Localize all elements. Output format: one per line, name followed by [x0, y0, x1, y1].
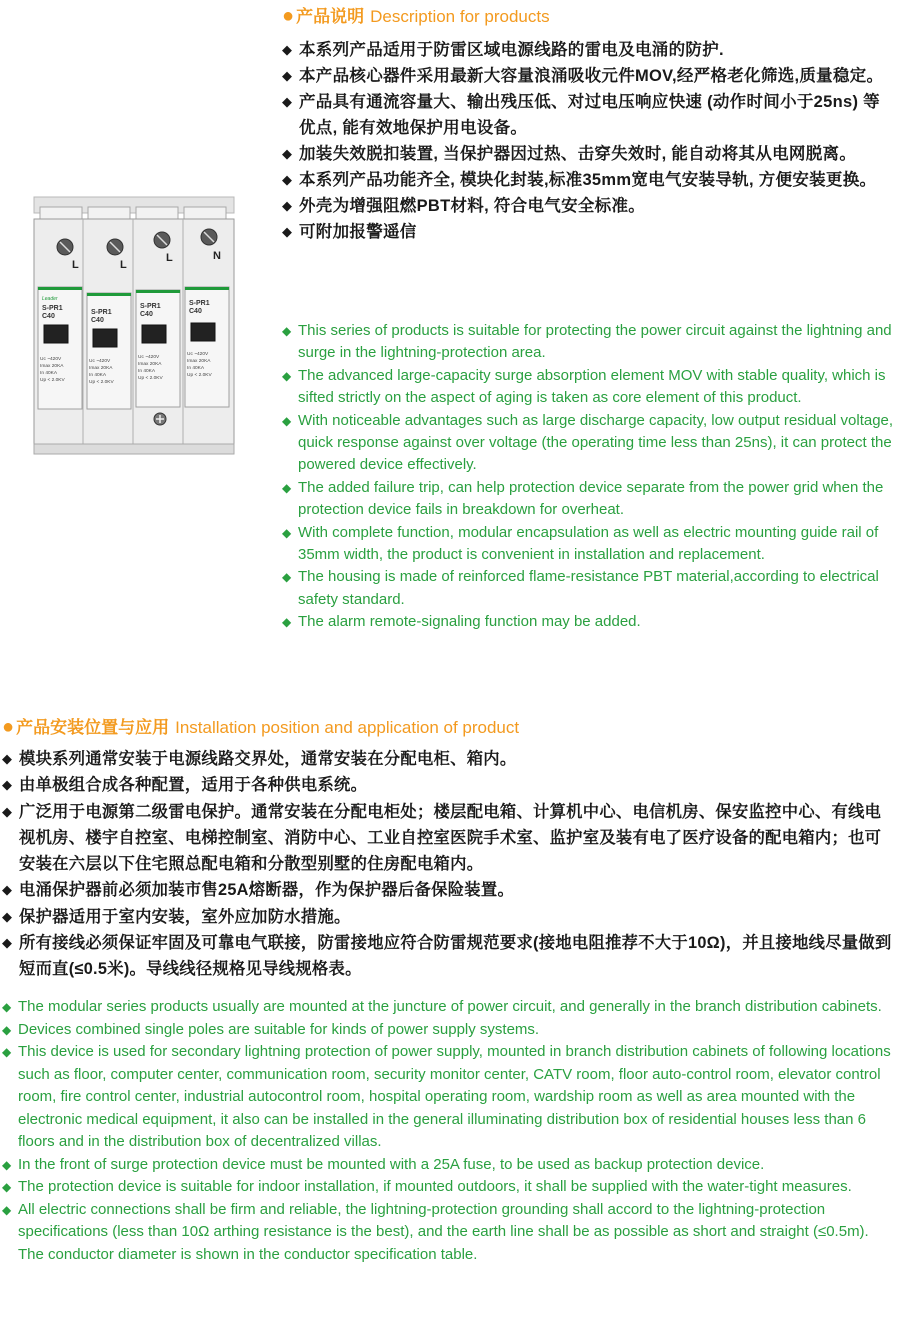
diamond-bullet-icon: ◆: [2, 1045, 12, 1059]
list-item-text: This series of products is suitable for protecting the power circuit against the lightning and surge in the lightning-protection area.: [298, 322, 892, 362]
diamond-bullet-icon: ◆: [282, 324, 292, 338]
list-item: [282, 219, 894, 245]
list-item: [282, 193, 894, 219]
spec-line: Imax 20KA: [40, 364, 64, 369]
rating-label: C40: [42, 313, 55, 320]
list-item: [2, 1154, 897, 1177]
list-item-text: 外壳为增强阻燃PBT材料, 符合电气安全标准。: [299, 197, 646, 215]
spec-line: Up < 2.0KV: [138, 376, 163, 381]
list-item: [282, 63, 894, 89]
list-item-text: The advanced large-capacity surge absorption element MOV with stable quality, which is sifted strictly on the aspect of aging is taken as core element of this product.: [298, 366, 886, 407]
description-en-list: [282, 320, 894, 634]
section-title-description: ● 产品说明 Description for products: [282, 5, 550, 27]
list-item-text: 模块系列通常安装于电源线路交界处，通常安装在分配电柜、箱内。: [19, 750, 517, 768]
terminal-label: L: [166, 252, 173, 264]
terminal-label: N: [213, 250, 221, 262]
list-item-text: The modular series products usually are mounted at the juncture of power circuit, and generally in the branch distribution cabinets.: [18, 998, 882, 1015]
list-item-text: Devices combined single poles are suitable for kinds of power supply systems.: [18, 1020, 540, 1038]
diamond-bullet-icon: ◆: [282, 94, 293, 109]
spec-line: Uc ~420V: [138, 355, 160, 360]
list-item-text: 加装失效脱扣装置, 当保护器因过热、击穿失效时, 能自动将其从电网脱离。: [299, 145, 857, 163]
list-item: [282, 141, 894, 167]
diamond-bullet-icon: ◆: [282, 68, 293, 83]
list-item: [282, 566, 894, 611]
list-item-text: 本产品核心器件采用最新大容量浪涌吸收元件MOV,经严格老化筛选,质量稳定。: [299, 67, 884, 85]
diamond-bullet-icon: ◆: [2, 1202, 12, 1217]
spec-line: In 40KA: [40, 371, 58, 376]
diamond-bullet-icon: ◆: [282, 615, 292, 630]
diamond-bullet-icon: ◆: [282, 198, 293, 213]
list-item-text: This device is used for secondary lightning protection of power supply, mounted in branch distribution cabinets of following locations such as floor, computer center, communication room, security monitor center, CATV room, floor auto-control room, elevator control room, fire control center, industrial autocontrol room, hospital operating room, wardship room as well as area mounted with the electronic medical equipment, it also can be installed in the general illuminating distribution box of residential houses less than 6 floors and in the distribution box of decentralized villas.: [18, 1043, 891, 1150]
list-item: [2, 772, 897, 798]
list-item: [2, 877, 897, 903]
list-item-text: 可附加报警遥信: [299, 223, 417, 241]
product-image: [20, 195, 250, 460]
diamond-bullet-icon: ◆: [2, 882, 13, 898]
list-item: [2, 996, 897, 1019]
diamond-bullet-icon: ◆: [282, 480, 292, 495]
list-item: [2, 1019, 897, 1042]
list-item-text: The protection device is suitable for indoor installation, if mounted outdoors, it shall be supplied with the water-tight measures.: [18, 1178, 852, 1195]
diamond-bullet-icon: ◆: [282, 525, 292, 540]
diamond-bullet-icon: ◆: [2, 935, 13, 951]
list-item: [2, 930, 897, 983]
diamond-bullet-icon: ◆: [282, 146, 293, 161]
model-label: S-PR1: [42, 305, 63, 312]
installation-en-list: [2, 996, 897, 1266]
diamond-bullet-icon: ◆: [2, 1022, 12, 1037]
spec-line: In 40KA: [89, 373, 107, 378]
list-item-text: In the front of surge protection device must be mounted with a 25A fuse, to be used as backup protection device.: [18, 1155, 765, 1173]
diamond-bullet-icon: ◆: [2, 777, 13, 793]
diamond-bullet-icon: ◆: [2, 803, 13, 819]
diamond-bullet-icon: ◆: [282, 368, 292, 383]
list-item: [282, 410, 894, 477]
rating-label: C40: [140, 311, 153, 318]
spec-line: Uc ~420V: [187, 352, 209, 357]
spec-line: Uc ~420V: [40, 357, 62, 362]
spec-line: Up < 2.0KV: [187, 373, 212, 378]
list-item-text: All electric connections shall be firm and reliable, the lightning-protection grounding shall accord to the lightning-protection specifications (less than 10Ω arthing resistance is the best), and the earth line shall be as possible as short and straight (≤0.5m). The conductor diameter is shown in the conductor specification table.: [18, 1200, 869, 1263]
diamond-bullet-icon: ◆: [2, 908, 13, 924]
diamond-bullet-icon: ◆: [282, 172, 293, 187]
list-item: [282, 167, 894, 193]
spec-line: Imax 20KA: [187, 359, 211, 364]
bullet-dot-icon: ●: [2, 716, 15, 738]
list-item-text: 所有接线必须保证牢固及可靠电气联接，防雷接地应符合防雷规范要求(接地电阻推荐不大于10Ω)，并且接地线尽量做到短而直(≤0.5米)。导线线径规格见导线规格表。: [19, 934, 892, 979]
list-item: [282, 89, 894, 141]
list-item: [2, 746, 897, 772]
list-item-text: 产品具有通流容量大、输出残压低、对过电压响应快速 (动作时间小于25ns) 等优点, 能有效地保护用电设备。: [299, 93, 880, 137]
list-item: [2, 799, 897, 878]
diamond-bullet-icon: ◆: [282, 413, 292, 428]
list-item: [2, 1199, 897, 1267]
bullet-dot-icon: ●: [282, 5, 295, 27]
terminal-label: L: [72, 259, 79, 271]
list-item: [282, 477, 894, 522]
list-item-text: With complete function, modular encapsulation as well as electric mounting guide rail of 35mm width, the product is convenient in installation and replacement.: [298, 523, 879, 564]
list-item-text: The alarm remote-signaling function may be added.: [298, 613, 641, 631]
rating-label: C40: [91, 317, 104, 324]
spec-line: Imax 20KA: [138, 362, 162, 367]
list-item: [2, 1176, 897, 1199]
section-title-installation: ● 产品安装位置与应用 Installation position and application of product: [2, 716, 520, 738]
list-item-text: The added failure trip, can help protection device separate from the power grid when the protection device fails in breakdown for overheat.: [298, 478, 884, 519]
spec-line: In 40KA: [138, 369, 156, 374]
list-item: [282, 37, 894, 63]
spec-line: Up < 2.0KV: [89, 380, 114, 385]
list-item-text: The housing is made of reinforced flame-resistance PBT material,according to electrical safety standard.: [298, 568, 879, 608]
list-item: [2, 1041, 897, 1154]
diamond-bullet-icon: ◆: [2, 1000, 12, 1014]
diamond-bullet-icon: ◆: [2, 1157, 12, 1172]
list-item: [282, 320, 894, 365]
spec-line: Up < 2.0KV: [40, 378, 65, 383]
diamond-bullet-icon: ◆: [282, 224, 293, 239]
list-item-text: 电涌保护器前必须加装市售25A熔断器，作为保护器后备保险装置。: [19, 881, 515, 900]
list-item-text: 由单极组合成各种配置，适用于各种供电系统。: [19, 776, 368, 795]
list-item: [282, 611, 894, 633]
spec-line: Uc ~420V: [89, 359, 111, 364]
spec-line: Imax 20KA: [89, 366, 113, 371]
terminal-label: L: [120, 259, 127, 271]
model-label: S-PR1: [140, 303, 161, 310]
brand-logo: Leader: [42, 296, 58, 302]
spec-line: In 40KA: [187, 366, 205, 371]
ground-screw-icon: [154, 413, 166, 425]
list-item-text: 保护器适用于室内安装，室外应加防水措施。: [19, 907, 351, 926]
list-item: [282, 365, 894, 410]
description-cn-list: [282, 37, 894, 245]
diamond-bullet-icon: ◆: [282, 42, 293, 57]
model-label: S-PR1: [91, 309, 112, 316]
diamond-bullet-icon: ◆: [282, 570, 292, 585]
list-item: [2, 904, 897, 930]
diamond-bullet-icon: ◆: [2, 1180, 12, 1194]
list-item-text: 广泛用于电源第二级雷电保护。通常安装在分配电柜处；楼层配电箱、计算机中心、电信机房、保安监控中心、有线电视机房、楼宇自控室、电梯控制室、消防中心、工业自控室医院手术室、监护室及装有电了医疗设备的配电箱内；也可安装在六层以下住宅照总配电箱和分散型别墅的住房配电箱内。: [19, 802, 882, 874]
diamond-bullet-icon: ◆: [2, 751, 13, 766]
list-item-text: 本系列产品功能齐全, 模块化封装,标准35mm宽电气安装导轨, 方便安装更换。: [299, 171, 877, 189]
rating-label: C40: [189, 308, 202, 315]
model-label: S-PR1: [189, 300, 210, 307]
list-item-text: 本系列产品适用于防雷区域电源线路的雷电及电涌的防护.: [299, 41, 724, 59]
list-item-text: With noticeable advantages such as large discharge capacity, low output residual voltage, quick response against over voltage (the operating time less than 25ns), it can protect the powered device effectively.: [298, 411, 894, 474]
list-item: [282, 522, 894, 567]
installation-cn-list: [2, 746, 897, 983]
